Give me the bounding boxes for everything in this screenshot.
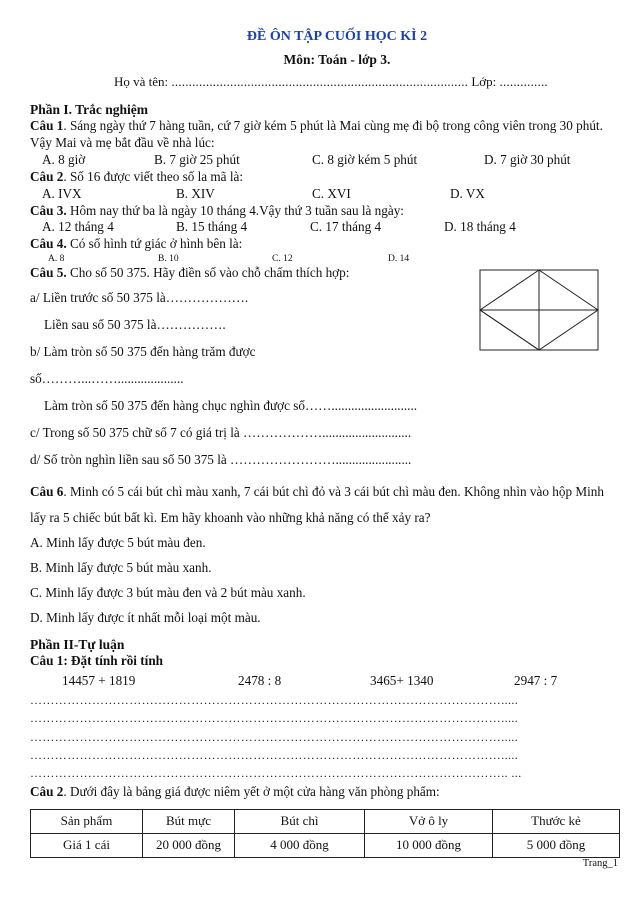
answer-line[interactable]: …………………………………………………………………………………………………….. ...: [30, 766, 522, 781]
table-cell: Giá 1 cái: [31, 833, 143, 857]
part1-heading: Phần I. Trắc nghiệm: [30, 101, 149, 117]
table-cell: Bút mực: [143, 809, 235, 833]
option-b[interactable]: B. Minh lấy được 5 bút màu xanh.: [30, 559, 212, 575]
page-title: ĐỀ ÔN TẬP CUỐI HỌC KÌ 2: [246, 29, 428, 44]
option-a[interactable]: A. 8 giờ: [42, 151, 86, 167]
question-2: [30, 169, 614, 186]
question-label: Câu 4.: [30, 236, 67, 252]
question-1-options: [30, 152, 614, 169]
option-c[interactable]: C. Minh lấy được 3 bút màu đen và 2 bút màu xanh.: [30, 584, 306, 600]
calc-item-4: 2947 : 7: [514, 673, 558, 689]
question-text: . Dưới đây là bảng giá được niêm yết ở một cửa hàng văn phòng phẩm:: [63, 783, 440, 799]
question-4: [30, 236, 614, 253]
question-3-options: [30, 219, 614, 236]
option-a[interactable]: A. 12 tháng 4: [42, 219, 114, 235]
question-label: Câu 5.: [30, 265, 67, 281]
option-d[interactable]: D. VX: [450, 185, 485, 201]
q5-item-b2[interactable]: số………...……....................: [30, 370, 184, 386]
question-label: Câu 1: [30, 118, 64, 134]
question-text: Có số hình tứ giác ở hình bên là:: [66, 236, 243, 252]
question-text: . Sáng ngày thứ 7 hàng tuần, cứ 7 giờ kém 5 phút là Mai cùng mẹ đi bộ trong công viên trong 30 phút. Vậy Mai và mẹ bắt đầu về nhà lúc:: [30, 118, 603, 150]
question-3: [30, 203, 614, 220]
question-6: [30, 479, 614, 529]
question-text: Hôm nay thứ ba là ngày 10 tháng 4.Vậy thứ 3 tuần sau là ngày:: [66, 202, 404, 218]
option-c[interactable]: C. 12: [272, 254, 293, 265]
part2-heading: Phần II-Tự luận: [30, 636, 125, 652]
q5-item-a2[interactable]: Liền sau số 50 375 là…………….: [44, 317, 226, 333]
calc-item-3: 3465+ 1340: [370, 673, 434, 689]
name-label: Họ và tên:: [114, 74, 172, 90]
option-b[interactable]: B. 15 tháng 4: [176, 219, 248, 235]
q5-item-d[interactable]: d/ Số tròn nghìn liền sau số 50 375 là …………………….......................: [30, 451, 412, 467]
subject-line: Môn: Toán - lớp 3.: [283, 51, 391, 67]
q5-item-b1: b/ Làm tròn số 50 375 đến hàng trăm được: [30, 344, 256, 360]
question-1: [30, 118, 614, 152]
table-cell: 5 000 đồng: [493, 833, 620, 857]
answer-line[interactable]: …………………………………………………………………………………………………….....: [30, 711, 519, 726]
option-b[interactable]: B. XIV: [176, 185, 215, 201]
table-cell: 20 000 đồng: [143, 833, 235, 857]
q5-item-c[interactable]: c/ Trong số 50 375 chữ số 7 có giá trị là ………………...........................: [30, 424, 412, 440]
calculation-row: [30, 673, 614, 690]
question-label: Câu 3.: [30, 202, 67, 218]
q5-item-b3[interactable]: Làm tròn số 50 375 đến hàng chục nghìn được số……..........................: [44, 397, 418, 413]
table-row: [31, 833, 620, 857]
option-d[interactable]: D. Minh lấy được ít nhất mỗi loại một màu.: [30, 609, 261, 625]
question-label: Câu 2: [30, 783, 64, 799]
option-a[interactable]: A. Minh lấy được 5 bút màu đen.: [30, 534, 206, 550]
student-info-line: [30, 74, 614, 91]
name-field[interactable]: ......................................................................................: [171, 74, 469, 90]
option-a[interactable]: A. 8: [48, 254, 65, 265]
table-header-row: [31, 809, 620, 833]
question-text: Cho số 50 375. Hãy điền số vào chỗ chấm thích hợp:: [66, 265, 350, 281]
option-d[interactable]: D. 14: [388, 254, 410, 265]
part2-question-2: [30, 784, 614, 801]
question-2-options: [30, 186, 614, 203]
answer-line[interactable]: …………………………………………………………………………………………………….....: [30, 748, 519, 763]
option-c[interactable]: C. 8 giờ kém 5 phút: [312, 151, 418, 167]
answer-line[interactable]: …………………………………………………………………………………………………….....: [30, 729, 519, 744]
option-b[interactable]: B. 10: [158, 254, 179, 265]
table-cell: Thước kẻ: [493, 809, 620, 833]
figure-diagonal-line: [480, 310, 539, 350]
table-cell: Vở ô ly: [365, 809, 493, 833]
question-text: . Số 16 được viết theo số la mã là:: [63, 168, 244, 184]
class-field[interactable]: ..............: [499, 74, 548, 90]
question-6-options: [30, 530, 614, 630]
calc-item-2: 2478 : 8: [238, 673, 282, 689]
option-c[interactable]: C. XVI: [312, 185, 351, 201]
calc-item-1: 14457 + 1819: [62, 673, 136, 689]
table-cell: 4 000 đồng: [235, 833, 365, 857]
question-text: . Minh có 5 cái bút chì màu xanh, 7 cái bút chì đỏ và 3 cái bút chì màu đen. Không nhìn vào hộp Minh lấy ra 5 chiếc bút bất kì. Em hãy khoanh vào những khả năng có thể xảy ra?: [30, 484, 604, 525]
answer-line[interactable]: …………………………………………………………………………………………………….....: [30, 692, 519, 707]
q5-item-a1[interactable]: a/ Liền trước số 50 375 là……………….: [30, 290, 249, 306]
table-cell: 10 000 đồng: [365, 833, 493, 857]
table-cell: Bút chì: [235, 809, 365, 833]
option-d[interactable]: D. 7 giờ 30 phút: [484, 151, 571, 167]
page-number: Trang_1: [582, 857, 618, 869]
question-4-options: [30, 253, 614, 265]
option-a[interactable]: A. IVX: [42, 185, 82, 201]
option-b[interactable]: B. 7 giờ 25 phút: [154, 151, 240, 167]
option-d[interactable]: D. 18 tháng 4: [444, 219, 516, 235]
table-cell: Sản phẩm: [31, 809, 143, 833]
question-label: Câu 2: [30, 168, 64, 184]
price-table: [30, 809, 620, 858]
quadrilateral-figure: [474, 268, 604, 352]
option-c[interactable]: C. 17 tháng 4: [310, 219, 382, 235]
part2-question-1-label: Câu 1: Đặt tính rồi tính: [30, 653, 163, 669]
class-label: Lớp:: [468, 74, 500, 90]
question-label: Câu 6: [30, 484, 64, 500]
